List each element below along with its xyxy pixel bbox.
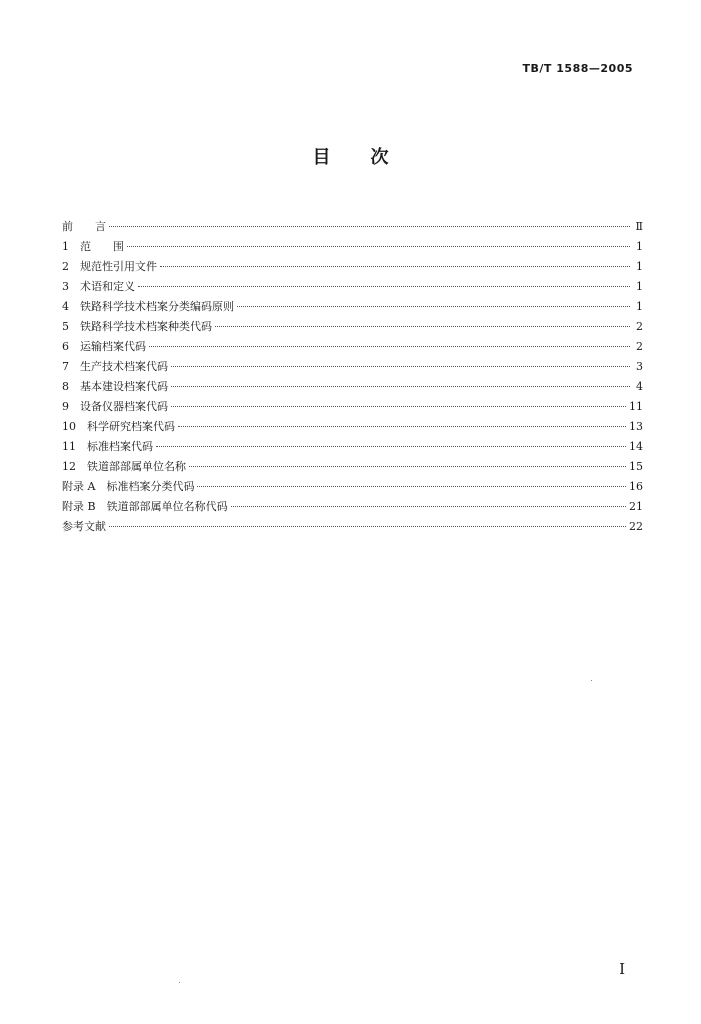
toc-leader-dots bbox=[197, 486, 626, 487]
toc-entry-page: 1 bbox=[636, 280, 643, 293]
toc-entry[interactable] bbox=[62, 257, 643, 277]
toc-entry-label: 参考文献 bbox=[62, 520, 106, 533]
toc-leader-dots bbox=[109, 226, 630, 227]
toc-entry[interactable] bbox=[62, 517, 643, 537]
toc-entry[interactable] bbox=[62, 437, 643, 457]
toc-entry-label: 8 基本建设档案代码 bbox=[62, 380, 168, 393]
toc-entry-page: 16 bbox=[629, 480, 643, 493]
toc-entry-page: 14 bbox=[629, 440, 643, 453]
table-of-contents bbox=[62, 217, 643, 537]
scan-speck bbox=[591, 680, 592, 681]
toc-entry-label: 5 铁路科学技术档案种类代码 bbox=[62, 320, 212, 333]
toc-entry-label: 前 言 bbox=[62, 220, 106, 233]
toc-leader-dots bbox=[171, 366, 630, 367]
toc-entry-label: 附录 B 铁道部部属单位名称代码 bbox=[62, 500, 228, 513]
toc-entry-page: 2 bbox=[636, 320, 643, 333]
page-title bbox=[0, 143, 701, 169]
toc-entry-page: 2 bbox=[636, 340, 643, 353]
toc-entry[interactable] bbox=[62, 497, 643, 517]
title-char-2: 次 bbox=[370, 147, 389, 168]
toc-entry-label: 10 科学研究档案代码 bbox=[62, 420, 175, 433]
toc-leader-dots bbox=[237, 306, 630, 307]
toc-entry-page: 3 bbox=[636, 360, 643, 373]
toc-entry[interactable] bbox=[62, 477, 643, 497]
toc-entry-page: 21 bbox=[629, 500, 643, 513]
toc-entry[interactable] bbox=[62, 377, 643, 397]
toc-leader-dots bbox=[109, 526, 626, 527]
toc-leader-dots bbox=[127, 246, 630, 247]
toc-entry[interactable] bbox=[62, 417, 643, 437]
toc-entry-label: 6 运输档案代码 bbox=[62, 340, 146, 353]
toc-leader-dots bbox=[178, 426, 626, 427]
toc-entry-page: 1 bbox=[636, 260, 643, 273]
toc-leader-dots bbox=[149, 346, 630, 347]
toc-leader-dots bbox=[171, 406, 626, 407]
toc-entry[interactable] bbox=[62, 277, 643, 297]
toc-leader-dots bbox=[231, 506, 626, 507]
toc-entry-label: 12 铁道部部属单位名称 bbox=[62, 460, 186, 473]
toc-entry-page: 4 bbox=[636, 380, 643, 393]
document-code: TB/T 1588—2005 bbox=[522, 62, 633, 75]
toc-leader-dots bbox=[138, 286, 630, 287]
toc-leader-dots bbox=[171, 386, 630, 387]
title-char-1: 目 bbox=[312, 147, 331, 168]
toc-leader-dots bbox=[215, 326, 630, 327]
toc-leader-dots bbox=[156, 446, 626, 447]
toc-entry[interactable] bbox=[62, 457, 643, 477]
toc-entry-label: 7 生产技术档案代码 bbox=[62, 360, 168, 373]
toc-entry[interactable] bbox=[62, 237, 643, 257]
toc-entry-label: 4 铁路科学技术档案分类编码原则 bbox=[62, 300, 234, 313]
toc-entry-page: 11 bbox=[629, 400, 643, 413]
toc-leader-dots bbox=[189, 466, 626, 467]
toc-entry-label: 附录 A 标准档案分类代码 bbox=[62, 480, 195, 493]
toc-entry-page: 13 bbox=[629, 420, 643, 433]
toc-entry-label: 1 范 围 bbox=[62, 240, 124, 253]
toc-entry-page: 1 bbox=[636, 300, 643, 313]
page-number: I bbox=[619, 960, 625, 978]
toc-entry[interactable] bbox=[62, 297, 643, 317]
toc-entry-label: 2 规范性引用文件 bbox=[62, 260, 157, 273]
toc-entry-page: 1 bbox=[636, 240, 643, 253]
toc-entry-label: 9 设备仪器档案代码 bbox=[62, 400, 168, 413]
toc-entry[interactable] bbox=[62, 317, 643, 337]
scan-speck bbox=[179, 982, 180, 983]
toc-entry[interactable] bbox=[62, 337, 643, 357]
toc-entry-page: Ⅱ bbox=[635, 220, 643, 233]
toc-leader-dots bbox=[160, 266, 630, 267]
toc-entry[interactable] bbox=[62, 397, 643, 417]
toc-entry[interactable] bbox=[62, 357, 643, 377]
toc-entry[interactable] bbox=[62, 217, 643, 237]
toc-entry-label: 3 术语和定义 bbox=[62, 280, 135, 293]
toc-entry-page: 22 bbox=[629, 520, 643, 533]
toc-entry-page: 15 bbox=[629, 460, 643, 473]
toc-entry-label: 11 标准档案代码 bbox=[62, 440, 153, 453]
